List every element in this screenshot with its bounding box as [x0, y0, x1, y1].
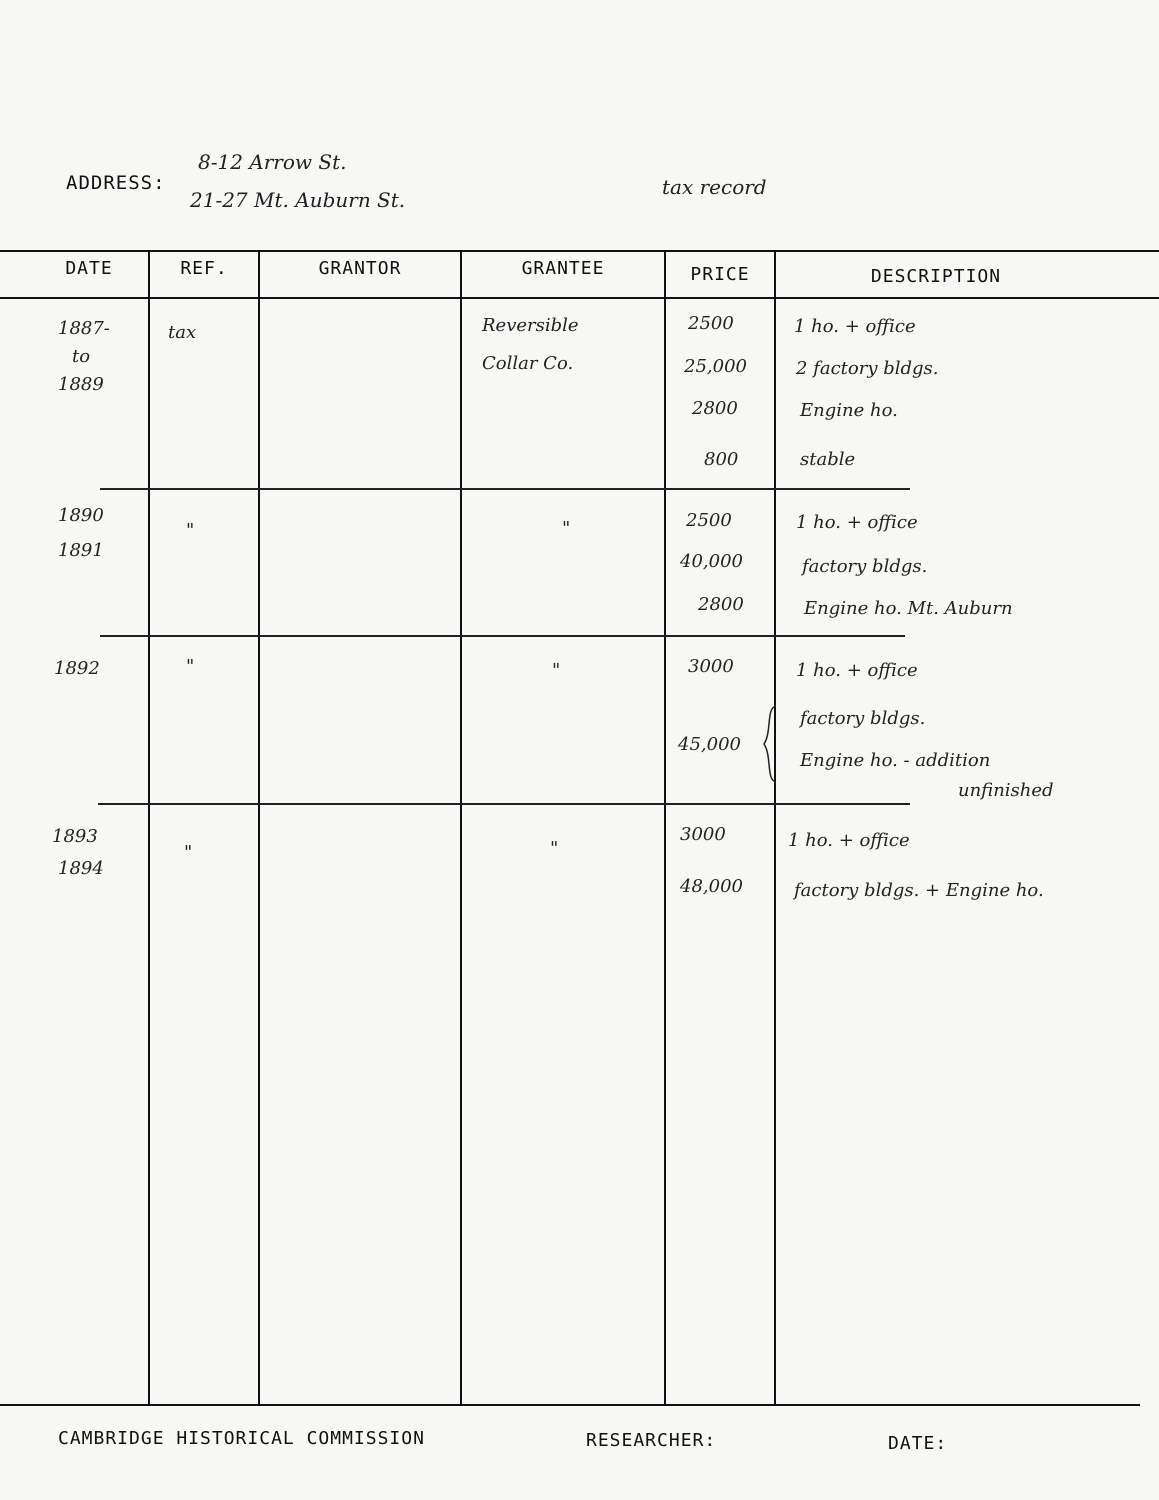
entry-2-price-2: 40,000 — [680, 551, 743, 572]
entry-3-date: 1892 — [54, 658, 100, 679]
entry-2-date-2: 1891 — [58, 540, 104, 561]
entry-4-grantee: " — [550, 838, 559, 859]
entry-4-date-2: 1894 — [58, 858, 104, 879]
entry-4-desc-1: 1 ho. + office — [788, 830, 910, 851]
entry-2-grantee: " — [562, 518, 571, 539]
entry-3-desc-3: Engine ho. - addition — [800, 750, 991, 771]
entry-2-desc-1: 1 ho. + office — [796, 512, 918, 533]
column-header-description: DESCRIPTION — [870, 266, 1002, 287]
entry-4-price-2: 48,000 — [680, 876, 743, 897]
date-label: DATE: — [888, 1433, 948, 1454]
entry-2-ref: " — [186, 520, 195, 541]
table-bottom-rule — [0, 1404, 1140, 1406]
entry-2-price-3: 2800 — [698, 594, 744, 615]
entry-3-price-2: 45,000 — [678, 734, 741, 755]
entry-3-desc-4: unfinished — [958, 780, 1054, 801]
entry-3-desc-1: 1 ho. + office — [796, 660, 918, 681]
entry-3-grantee: " — [552, 660, 561, 681]
entry-4-price-1: 3000 — [680, 824, 726, 845]
entry-1-ref: tax — [168, 322, 197, 343]
entry-1-desc-2: 2 factory bldgs. — [796, 358, 939, 379]
entry-separator-1 — [100, 488, 910, 490]
column-divider-4 — [664, 252, 666, 1404]
tax-record-note: tax record — [662, 175, 767, 199]
column-header-grantee: GRANTEE — [521, 258, 605, 279]
researcher-label: RESEARCHER: — [586, 1430, 717, 1451]
entry-2-desc-2: factory bldgs. — [802, 556, 928, 577]
table-top-rule — [0, 250, 1159, 252]
column-divider-5 — [774, 252, 776, 1404]
entry-separator-2 — [100, 635, 905, 637]
column-header-date: DATE — [65, 258, 113, 279]
entry-4-date-1: 1893 — [52, 826, 98, 847]
column-header-grantor: GRANTOR — [318, 258, 402, 279]
column-divider-1 — [148, 252, 150, 1404]
entry-2-desc-3: Engine ho. Mt. Auburn — [804, 598, 1013, 619]
entry-3-price-1: 3000 — [688, 656, 734, 677]
entry-1-grantee-1: Reversible — [482, 315, 579, 336]
entry-1-date-3: 1889 — [58, 374, 104, 395]
entry-1-price-1: 2500 — [688, 313, 734, 334]
address-line-2: 21-27 Mt. Auburn St. — [190, 188, 406, 212]
entry-1-date-1: 1887- — [58, 318, 110, 339]
commission-name: CAMBRIDGE HISTORICAL COMMISSION — [58, 1428, 425, 1449]
column-header-price: PRICE — [690, 264, 750, 285]
column-header-ref: REF. — [180, 258, 228, 279]
address-label: ADDRESS: — [66, 172, 166, 194]
curly-brace-icon — [760, 704, 782, 784]
entry-1-price-3: 2800 — [692, 398, 738, 419]
entry-1-desc-3: Engine ho. — [800, 400, 898, 421]
entry-3-desc-2: factory bldgs. — [800, 708, 926, 729]
column-divider-2 — [258, 252, 260, 1404]
header-bottom-rule — [0, 297, 1159, 299]
entry-3-ref: " — [186, 656, 195, 677]
entry-4-ref: " — [184, 842, 193, 863]
entry-1-desc-1: 1 ho. + office — [794, 316, 916, 337]
column-divider-3 — [460, 252, 462, 1404]
address-line-1: 8-12 Arrow St. — [198, 150, 347, 174]
entry-1-date-2: to — [72, 346, 91, 367]
entry-1-grantee-2: Collar Co. — [482, 353, 574, 374]
entry-1-desc-4: stable — [800, 449, 856, 470]
entry-4-desc-2: factory bldgs. + Engine ho. — [794, 880, 1044, 901]
entry-separator-3 — [98, 803, 910, 805]
entry-2-date-1: 1890 — [58, 505, 104, 526]
entry-1-price-2: 25,000 — [684, 356, 747, 377]
entry-2-price-1: 2500 — [686, 510, 732, 531]
entry-1-price-4: 800 — [704, 449, 739, 470]
